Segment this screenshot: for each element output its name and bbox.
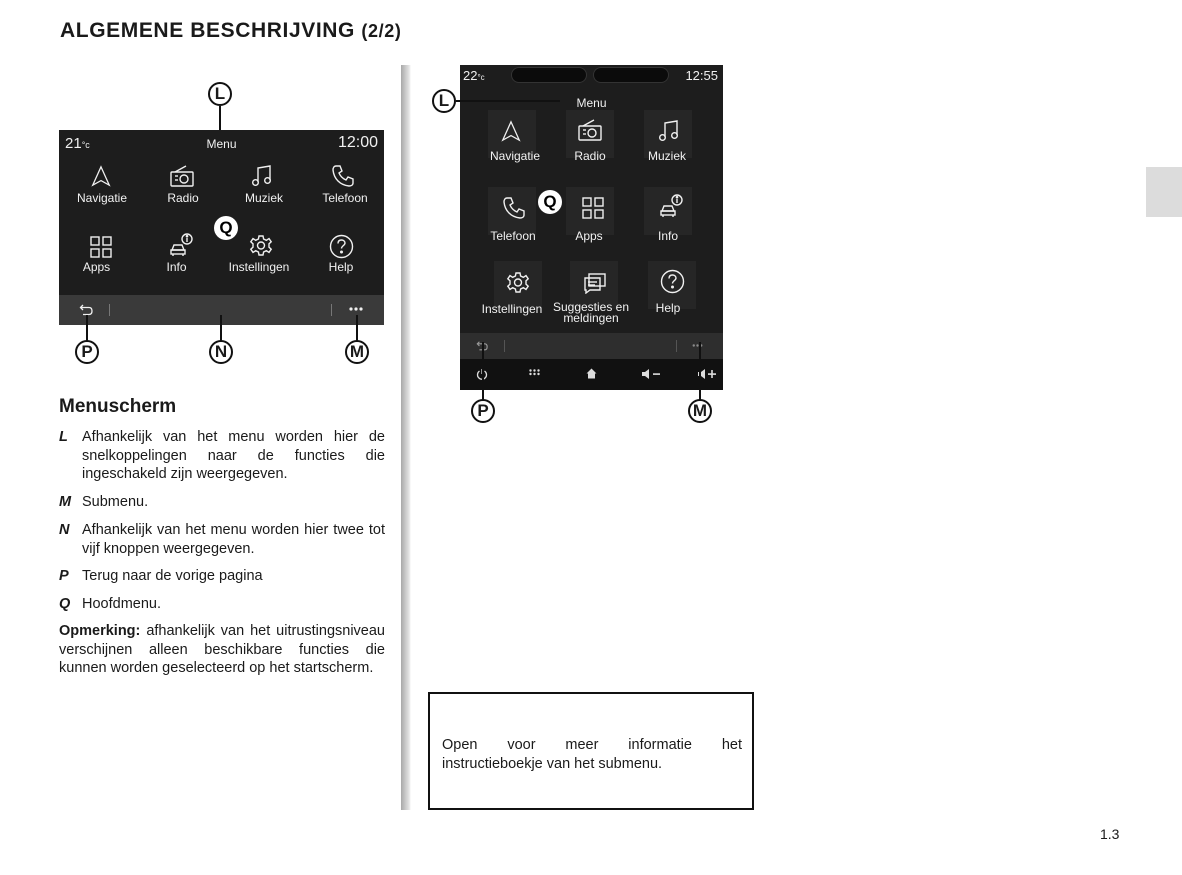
definition-text: Afhankelijk van het menu worden hier de snelkoppelingen naar de functies die ingeschakeld zijn weergegeven. [82,429,385,482]
screen-title: Menu [576,96,607,110]
note-paragraph [59,622,385,678]
note-label: Opmerking: [59,623,141,639]
menu-item-label: Info [166,260,187,274]
menu-item-label: Radio [574,149,606,163]
callout-l: L [432,89,456,113]
phone-icon [502,196,526,220]
radio-icon [169,165,195,188]
temperature-readout: 21°c [65,135,90,152]
menu-item-label: Radio [167,191,199,205]
bar-separator [109,304,110,316]
apps-grid-icon [582,197,604,219]
definition-key: M [59,494,72,510]
car-info-icon [659,193,685,219]
info-box [428,692,754,810]
help-icon [660,269,685,294]
page-title-part: (2/2) [361,21,402,41]
info-box-text: Open voor meer informatie het instructieboekje van het submenu. [442,737,742,772]
clock: 12:00 [337,134,378,151]
apps-grid-icon [90,236,112,258]
definition-item [59,595,385,614]
status-pill [593,67,669,83]
more-dots-icon[interactable] [349,307,363,311]
system-nav-bar [460,359,723,390]
menu-item-label: Help [655,301,681,315]
clock: 12:55 [685,68,718,83]
menu-screen-2 [460,65,723,390]
callout-m: M [688,399,712,423]
menu-item-label: Instellingen [228,260,290,274]
definition-key: Q [59,596,71,612]
home-icon[interactable] [586,368,597,379]
callout-p-leader [86,315,88,341]
bar-separator [504,340,505,352]
menu-item-label: Instellingen [481,302,543,316]
menu-item-label: Muziek [244,191,283,205]
gear-icon [506,271,530,295]
definition-item [59,567,385,586]
menu-item-label: Muziek [647,149,686,163]
bar-separator [676,340,677,352]
chapter-tab [1146,167,1182,217]
status-pill [511,67,587,83]
definition-item [59,493,385,512]
menu-item-label: Info [657,229,678,243]
music-note-icon [250,164,274,188]
volume-down-icon[interactable] [641,368,661,380]
callout-m-leader [356,315,358,341]
temperature-readout: 22°c [463,68,485,83]
note-text: afhankelijk van het uitrustingsniveau verschijnen alleen beschikbare functies die kunnen worden geselecteerd op het startscherm. [59,623,385,676]
menu-item-label: Help [328,260,354,274]
column-divider [401,65,411,810]
page-title-text: ALGEMENE BESCHRIJVING [60,19,355,42]
phone-icon [331,164,355,188]
definition-item [59,428,385,484]
music-note-icon [657,119,681,143]
apps-dots-icon[interactable] [529,369,540,378]
bar-separator [331,304,332,316]
callout-l: L [208,82,232,106]
more-dots-icon[interactable] [692,344,703,347]
callout-p: P [471,399,495,423]
gear-icon [249,234,273,258]
callout-l-leader [456,100,560,102]
help-icon [329,234,354,259]
notifications-icon [583,272,607,294]
navigation-arrow-icon [90,164,112,188]
definition-text: Afhankelijk van het menu worden hier twee tot vijf knoppen weergegeven. [82,522,385,557]
callout-n-leader [220,315,222,341]
screen-title: Menu [206,137,237,151]
menu-item-label: Apps [575,229,603,243]
definition-item [59,521,385,558]
main-menu-badge[interactable]: Q [214,216,238,240]
definition-text: Terug naar de vorige pagina [82,568,263,584]
callout-p: P [75,340,99,364]
callout-n: N [209,340,233,364]
page-title [60,19,401,43]
menu-item-label: Telefoon [322,191,368,205]
menu-screen-1 [59,130,384,325]
menu-item-label: Navigatie [76,191,128,205]
definition-key: L [59,429,68,445]
bottom-bar [460,333,723,359]
menu-item-label: Navigatie [489,149,541,163]
car-info-icon [169,232,195,258]
menu-item-label: Telefoon [490,229,536,243]
callout-m: M [345,340,369,364]
section-heading: Menuscherm [59,396,177,417]
definition-key: P [59,568,69,584]
main-menu-badge[interactable]: Q [538,190,562,214]
radio-icon [577,119,603,142]
callout-m-leader [699,342,701,400]
callout-p-leader [482,342,484,400]
menu-item-label: Suggesties en meldingen [552,300,630,325]
definition-text: Submenu. [82,494,149,510]
navigation-arrow-icon [500,119,522,143]
menu-item-label: Apps [82,260,111,274]
definition-key: N [59,522,70,538]
definition-text: Hoofdmenu. [82,596,161,612]
page-number: 1.3 [1100,826,1120,842]
